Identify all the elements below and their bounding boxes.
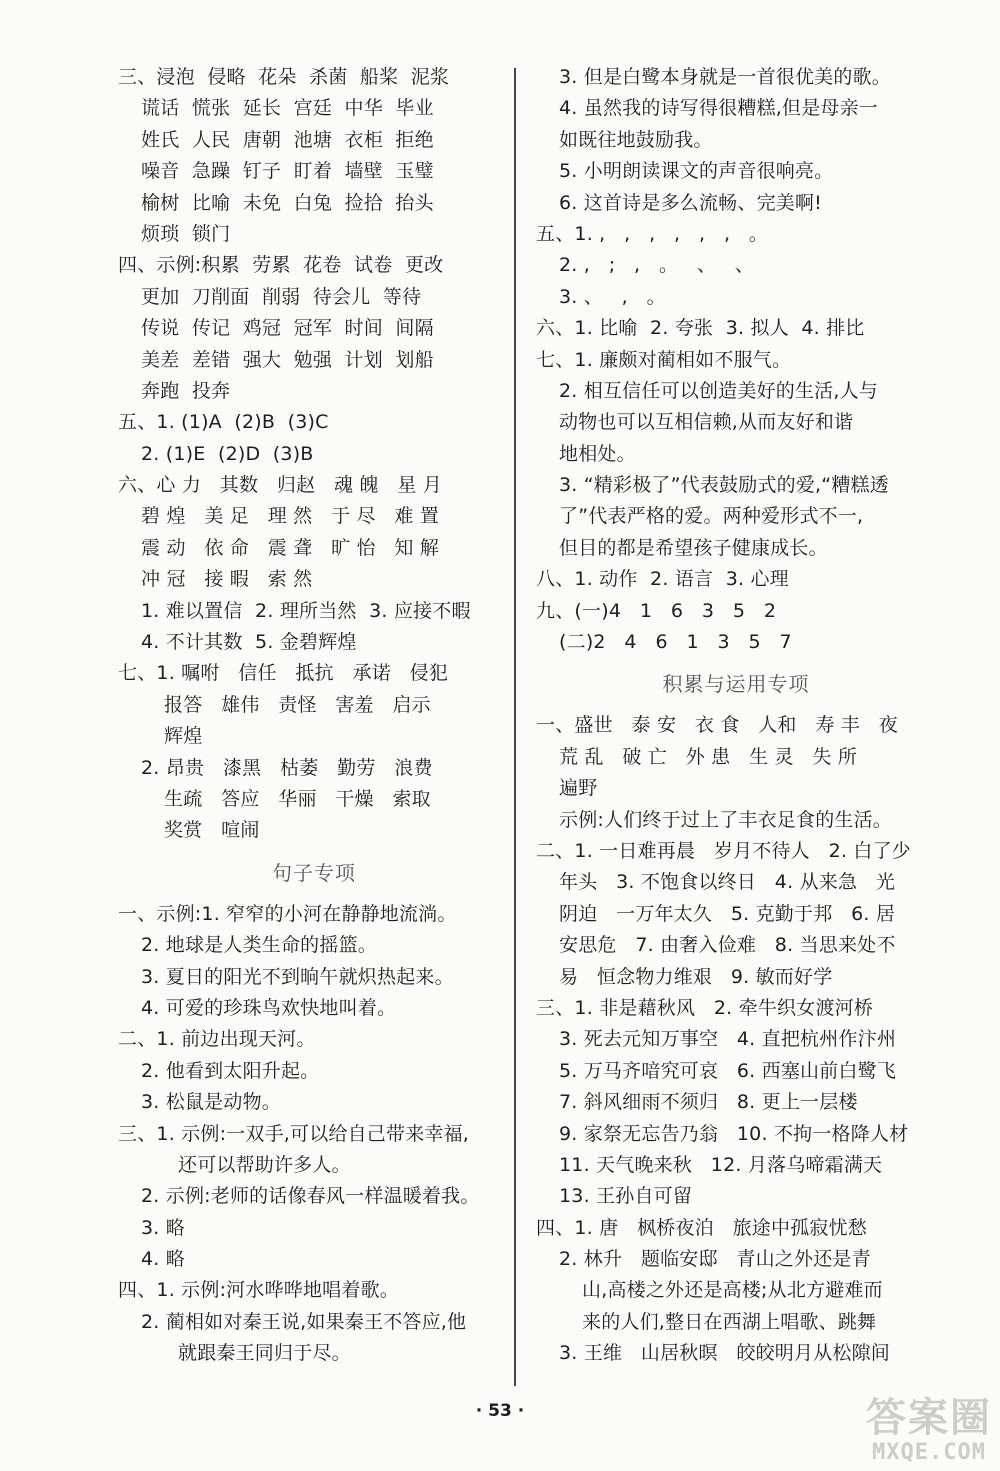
answer-line: 安思危 7. 由奢入俭难 8. 当思来处不 [559,934,896,957]
answer-line: 荒 乱 破 亡 外 患 生 灵 失 所 [559,745,858,768]
answer-line: 6. 这首诗是多么流畅、完美啊! [559,191,822,214]
answer-line: 就跟秦王同归于尽。 [178,1342,351,1365]
answer-line: 易 恒念物力维艰 9. 敏而好学 [559,965,833,988]
answer-line: 3. 松鼠是动物。 [141,1091,281,1114]
answer-line: 示例:人们终于过上了丰衣足食的生活。 [559,808,893,831]
answer-line: 美差 差错 强大 勉强 计划 划船 [141,348,434,371]
answer-line: 3. 、 , 。 [559,285,666,308]
answer-line: 奔跑 投奔 [141,379,231,402]
column-divider [514,68,516,1386]
answer-line: 九、(一)4 1 6 3 5 2 [536,599,777,622]
page-number: · 53 · [475,1401,525,1421]
answer-line: 遍野 [559,777,598,800]
left-column [118,62,510,1370]
answer-line: 一、盛世 泰 安 衣 食 人和 寿 丰 夜 [536,714,898,737]
answer-line: 7. 斜风细雨不须归 8. 更上一层楼 [559,1091,858,1114]
answer-line: 山,高楼之外还是高楼;从北方避难而 [582,1279,883,1302]
answer-line: 碧 煌 美 足 理 然 于 尽 难 置 [141,505,440,528]
answer-line: 六、心 力 其数 归赵 魂 魄 星 月 [118,474,442,497]
answer-line: 还可以帮助许多人。 [178,1153,351,1176]
answer-line: 报答 雄伟 责怪 害羞 启示 [164,693,431,716]
answer-line: 4. 略 [141,1248,185,1271]
answer-line: 阴迫 一万年太久 5. 克勤于邦 6. 居 [559,902,896,925]
answer-line: 姓氏 人民 唐朝 池塘 衣柜 拒绝 [141,128,434,151]
answer-line: 一、示例:1. 窄窄的小河在静静地流淌。 [118,902,457,925]
answer-line: 传说 传记 鸡冠 冠军 时间 间隔 [141,317,434,340]
answer-line: 噪音 急躁 钉子 盯着 墙壁 玉璧 [141,160,434,183]
answer-line: 2. 林升 题临安邸 青山之外还是青 [559,1248,871,1271]
answer-line: 冲 冠 接 暇 索 然 [141,568,313,591]
answer-line: 三、1. 示例:一双手,可以给自己带来幸福, [118,1122,470,1145]
answer-line: 3. 王维 山居秋暝 皎皎明月从松隙间 [559,1342,891,1365]
answer-line: 了”代表严格的爱。两种爱形式不一, [559,505,864,528]
answer-line: 3. 略 [141,1216,185,1239]
watermark-logo [866,1396,992,1465]
answer-line: 2. 昂贵 漆黑 枯萎 勤劳 浪费 [141,756,433,779]
answer-line: 3. “精彩极了”代表鼓励式的爱,“糟糕透 [559,474,889,497]
watermark-main: 答案圈 [866,1395,992,1441]
answer-line: 3. 夏日的阳光不到晌午就炽热起来。 [141,965,454,988]
answer-line: 4. 可爱的珍珠鸟欢快地叫着。 [141,996,397,1019]
answer-line: 八、1. 动作 2. 语言 3. 心理 [536,568,789,591]
answer-line: 生疏 答应 华丽 干燥 索取 [164,787,431,810]
section-title: 积累与运用专项 [662,672,810,697]
answer-line: 5. 万马齐喑究可哀 6. 西塞山前白鹭飞 [559,1059,897,1082]
answer-line: 但目的都是希望孩子健康成长。 [559,536,828,559]
answer-line: 三、浸泡 侵略 花朵 杀菌 船桨 泥浆 [118,66,450,88]
answer-line: 3. 但是白鹭本身就是一首很优美的歌。 [559,66,891,88]
answer-line: 9. 家祭无忘告乃翁 10. 不拘一格降人材 [559,1122,909,1145]
answer-line: 三、1. 非是藉秋风 2. 牵牛织女渡河桥 [536,996,874,1019]
answer-line: 榆树 比喻 未免 白兔 捡拾 抬头 [141,191,434,214]
answer-line: (二)2 4 6 1 3 5 7 [559,631,792,654]
watermark-site: MXQE.COM [872,1440,986,1465]
answer-line: 2. (1)E (2)D (3)B [141,442,314,465]
answer-line: 二、1. 前边出现天河。 [118,1028,316,1051]
answer-line: 动物也可以互相信赖,从而友好和谐 [559,411,854,434]
answer-line: 5. 小明朗读课文的声音很响亮。 [559,160,834,183]
answer-line: 2. 他看到太阳升起。 [141,1059,320,1082]
answer-line: 来的人们,整日在西湖上唱歌、跳舞 [582,1310,877,1333]
answer-line: 2. , ; , 。 、 、 [559,254,755,277]
answer-line: 七、1. 廉颇对蔺相如不服气。 [536,348,792,371]
answer-line: 四、1. 示例:河水哗哗地唱着歌。 [118,1279,399,1302]
answer-line: 五、1. (1)A (2)B (3)C [118,411,329,434]
answer-line: 3. 死去元知万事空 4. 直把杭州作汴州 [559,1028,897,1051]
answer-line: 如既往地鼓励我。 [559,128,713,151]
answer-line: 五、1. , , , , , , 。 [536,222,769,245]
answer-line: 四、示例:积累 劳累 花卷 试卷 更改 [118,254,444,277]
answer-line: 奖赏 喧闹 [164,819,260,842]
answer-line: 4. 虽然我的诗写得很糟糕,但是母亲一 [559,97,879,120]
answer-line: 2. 示例:老师的话像春风一样温暖着我。 [141,1185,480,1208]
answer-line: 4. 不计其数 5. 金碧辉煌 [141,631,357,654]
answer-line: 更加 刀削面 削弱 待会儿 等待 [141,285,422,308]
answer-line: 六、1. 比喻 2. 夸张 3. 拟人 4. 排比 [536,317,865,340]
section-title: 句子专项 [272,860,356,885]
answer-line: 13. 王孙自可留 [559,1185,693,1208]
answer-line: 辉煌 [164,725,203,748]
answer-line: 2. 蔺相如对秦王说,如果秦王不答应,他 [141,1310,467,1333]
answer-line: 震 动 依 命 震 聋 旷 怡 知 解 [141,536,440,559]
answer-line: 11. 天气晚来秋 12. 月落乌啼霜满天 [559,1153,883,1176]
answer-line: 1. 难以置信 2. 理所当然 3. 应接不暇 [141,599,471,622]
answer-line: 四、1. 唐 枫桥夜泊 旅途中孤寂忧愁 [536,1216,868,1239]
answer-line: 谎话 慌张 延长 宫廷 中华 毕业 [141,97,434,120]
answer-line: 地相处。 [559,442,636,465]
answer-line: 七、1. 嘱咐 信任 抵抗 承诺 侵犯 [118,662,449,685]
right-column [536,62,936,1370]
answer-line: 年头 3. 不饱食以终日 4. 从来急 光 [559,871,896,894]
answer-line: 2. 地球是人类生命的摇篮。 [141,934,377,957]
answer-line: 二、1. 一日难再晨 岁月不待人 2. 白了少 [536,839,911,862]
answer-line: 烦琐 锁门 [141,222,231,245]
answer-line: 2. 相互信任可以创造美好的生活,人与 [559,379,879,402]
